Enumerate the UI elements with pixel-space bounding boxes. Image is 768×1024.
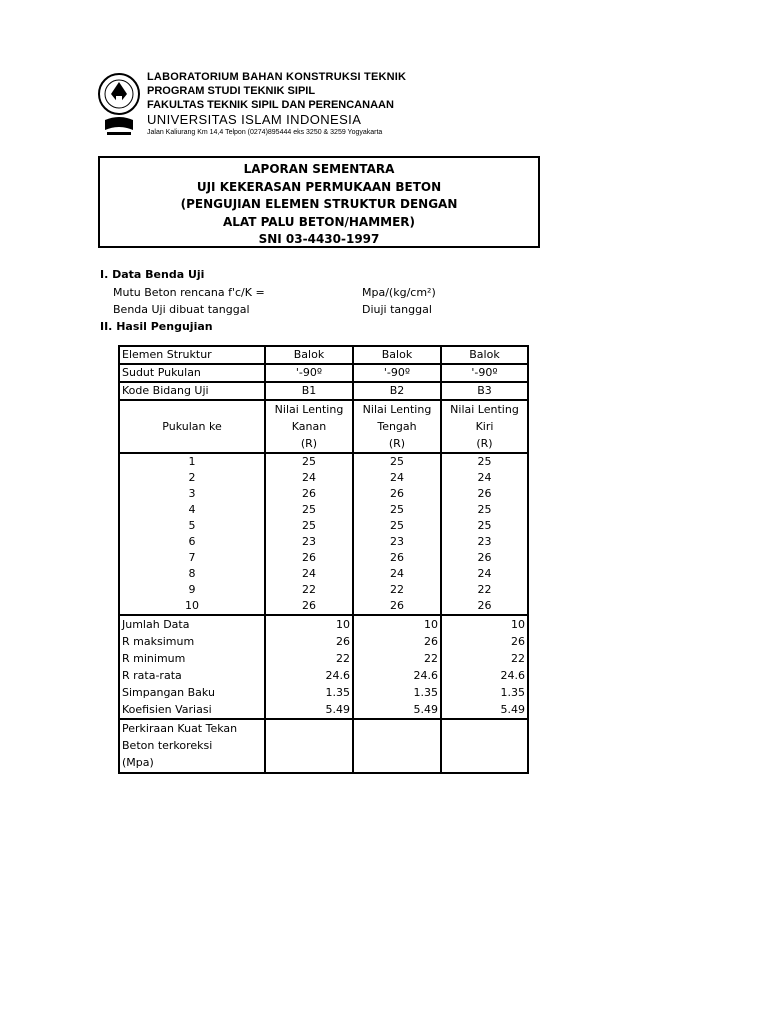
reading-row bbox=[119, 502, 528, 518]
nilai-lenting-header: (R) bbox=[441, 435, 528, 453]
dibuat-tanggal-label: Benda Uji dibuat tanggal bbox=[113, 303, 250, 316]
reading-row bbox=[119, 566, 528, 582]
pukulan-number: 5 bbox=[119, 518, 265, 534]
sudut-pukulan-label: Sudut Pukulan bbox=[119, 364, 265, 382]
sudut-pukulan-value: '-90º bbox=[265, 364, 353, 382]
stat-value: 10 bbox=[353, 615, 441, 633]
stat-value: 5.49 bbox=[441, 701, 528, 719]
nilai-lenting-header: Nilai Lenting bbox=[441, 400, 528, 418]
stat-value: 5.49 bbox=[353, 701, 441, 719]
pukulan-number: 10 bbox=[119, 598, 265, 615]
nilai-header-row bbox=[119, 400, 528, 418]
reading-value: 25 bbox=[353, 502, 441, 518]
stat-label: Koefisien Variasi bbox=[119, 701, 265, 719]
title-line-2: UJI KEKERASAN PERMUKAAN BETON bbox=[196, 179, 442, 194]
reading-value: 25 bbox=[441, 453, 528, 470]
reading-value: 26 bbox=[265, 486, 353, 502]
faculty-name: FAKULTAS TEKNIK SIPIL DAN PERENCANAAN bbox=[147, 99, 394, 111]
institution-block bbox=[147, 70, 406, 138]
reading-value: 22 bbox=[353, 582, 441, 598]
pukulan-number: 2 bbox=[119, 470, 265, 486]
stat-label: R minimum bbox=[119, 650, 265, 667]
kode-bidang-uji-value: B2 bbox=[353, 382, 441, 400]
stat-value: 24.6 bbox=[265, 667, 353, 684]
university-name: UNIVERSITAS ISLAM INDONESIA bbox=[147, 112, 362, 127]
reading-row bbox=[119, 470, 528, 486]
kode-bidang-uji-value: B3 bbox=[441, 382, 528, 400]
program-name: PROGRAM STUDI TEKNIK SIPIL bbox=[147, 85, 316, 97]
pukulan-number: 4 bbox=[119, 502, 265, 518]
perkiraan-value-cell bbox=[441, 719, 528, 773]
stat-value: 26 bbox=[353, 633, 441, 650]
pukulan-number: 6 bbox=[119, 534, 265, 550]
sudut-pukulan-value: '-90º bbox=[353, 364, 441, 382]
reading-value: 23 bbox=[353, 534, 441, 550]
stat-value: 5.49 bbox=[265, 701, 353, 719]
stat-value: 26 bbox=[265, 633, 353, 650]
title-line-3: (PENGUJIAN ELEMEN STRUKTUR DENGAN bbox=[180, 197, 458, 211]
section-1-heading: I. Data Benda Uji bbox=[100, 268, 205, 281]
reading-value: 22 bbox=[265, 582, 353, 598]
stat-value: 26 bbox=[441, 633, 528, 650]
stat-label: Simpangan Baku bbox=[119, 684, 265, 701]
perkiraan-row bbox=[119, 719, 528, 773]
perkiraan-value-cell bbox=[353, 719, 441, 773]
reading-value: 24 bbox=[265, 470, 353, 486]
reading-row bbox=[119, 486, 528, 502]
perkiraan-kuat-tekan-label bbox=[119, 719, 265, 773]
nilai-lenting-header: (R) bbox=[265, 435, 353, 453]
reading-value: 26 bbox=[265, 598, 353, 615]
stat-value: 1.35 bbox=[441, 684, 528, 701]
reading-value: 26 bbox=[353, 550, 441, 566]
pukulan-number: 7 bbox=[119, 550, 265, 566]
pukulan-number: 8 bbox=[119, 566, 265, 582]
kode-bidang-uji-label: Kode Bidang Uji bbox=[119, 382, 265, 400]
stat-value: 1.35 bbox=[353, 684, 441, 701]
stat-row bbox=[119, 701, 528, 719]
reading-value: 26 bbox=[353, 598, 441, 615]
stat-value: 1.35 bbox=[265, 684, 353, 701]
stat-row bbox=[119, 667, 528, 684]
nilai-lenting-header: Tengah bbox=[353, 418, 441, 435]
stat-row bbox=[119, 684, 528, 701]
elemen-struktur-value: Balok bbox=[441, 346, 528, 364]
sudut-pukulan-row bbox=[119, 364, 528, 382]
reading-value: 24 bbox=[441, 470, 528, 486]
title-line-1: LAPORAN SEMENTARA bbox=[243, 162, 395, 176]
perkiraan-line: (Mpa) bbox=[122, 756, 154, 769]
reading-row bbox=[119, 598, 528, 615]
reading-value: 23 bbox=[265, 534, 353, 550]
stat-row bbox=[119, 615, 528, 633]
elemen-struktur-row bbox=[119, 346, 528, 364]
stat-label: R rata-rata bbox=[119, 667, 265, 684]
perkiraan-line: Perkiraan Kuat Tekan bbox=[122, 722, 238, 735]
reading-value: 23 bbox=[441, 534, 528, 550]
perkiraan-value-cell bbox=[265, 719, 353, 773]
nilai-lenting-header: Nilai Lenting bbox=[265, 400, 353, 418]
nilai-lenting-header: (R) bbox=[353, 435, 441, 453]
results-table bbox=[118, 345, 529, 774]
stat-row bbox=[119, 633, 528, 650]
lab-name: LABORATORIUM BAHAN KONSTRUKSI TEKNIK bbox=[147, 71, 407, 83]
reading-value: 25 bbox=[265, 518, 353, 534]
pukulan-number: 3 bbox=[119, 486, 265, 502]
pukulan-number: 9 bbox=[119, 582, 265, 598]
stat-value: 24.6 bbox=[441, 667, 528, 684]
reading-value: 24 bbox=[441, 566, 528, 582]
nilai-lenting-header: Kanan bbox=[265, 418, 353, 435]
mutu-beton-label: Mutu Beton rencana f'c/K = bbox=[113, 286, 265, 299]
mutu-beton-unit: Mpa/(kg/cm²) bbox=[362, 286, 436, 299]
reading-value: 26 bbox=[441, 486, 528, 502]
stat-value: 10 bbox=[441, 615, 528, 633]
diuji-tanggal-label: Diuji tanggal bbox=[362, 303, 432, 316]
reading-value: 24 bbox=[353, 470, 441, 486]
stat-value: 22 bbox=[441, 650, 528, 667]
letterhead bbox=[97, 70, 517, 140]
section-2-heading: II. Hasil Pengujian bbox=[100, 320, 213, 333]
reading-value: 25 bbox=[265, 502, 353, 518]
reading-row bbox=[119, 550, 528, 566]
reading-value: 25 bbox=[353, 453, 441, 470]
address-line: Jalan Kaliurang Km 14,4 Telpon (0274)895444 eks 3250 & 3259 Yogyakarta bbox=[147, 129, 383, 136]
reading-value: 25 bbox=[441, 502, 528, 518]
perkiraan-line: Beton terkoreksi bbox=[122, 739, 213, 752]
stat-row bbox=[119, 650, 528, 667]
reading-value: 24 bbox=[353, 566, 441, 582]
stat-value: 24.6 bbox=[353, 667, 441, 684]
reading-value: 26 bbox=[441, 598, 528, 615]
title-line-4: ALAT PALU BETON/HAMMER) bbox=[222, 214, 416, 229]
reading-value: 26 bbox=[265, 550, 353, 566]
stat-value: 10 bbox=[265, 615, 353, 633]
reading-row bbox=[119, 582, 528, 598]
title-line-5: SNI 03-4430-1997 bbox=[258, 232, 380, 246]
reading-row bbox=[119, 453, 528, 470]
reading-value: 26 bbox=[441, 550, 528, 566]
nilai-lenting-header: Nilai Lenting bbox=[353, 400, 441, 418]
pukulan-ke-label: Pukulan ke bbox=[119, 400, 265, 453]
university-emblem-icon bbox=[97, 70, 142, 136]
nilai-lenting-header: Kiri bbox=[441, 418, 528, 435]
reading-value: 25 bbox=[265, 453, 353, 470]
stat-label: R maksimum bbox=[119, 633, 265, 650]
kode-bidang-uji-row bbox=[119, 382, 528, 400]
reading-value: 25 bbox=[441, 518, 528, 534]
stat-label: Jumlah Data bbox=[119, 615, 265, 633]
pukulan-number: 1 bbox=[119, 453, 265, 470]
stat-value: 22 bbox=[353, 650, 441, 667]
elemen-struktur-label: Elemen Struktur bbox=[119, 346, 265, 364]
reading-row bbox=[119, 518, 528, 534]
reading-value: 26 bbox=[353, 486, 441, 502]
elemen-struktur-value: Balok bbox=[265, 346, 353, 364]
reading-value: 24 bbox=[265, 566, 353, 582]
report-title-box bbox=[98, 156, 540, 248]
reading-value: 25 bbox=[353, 518, 441, 534]
reading-value: 22 bbox=[441, 582, 528, 598]
kode-bidang-uji-value: B1 bbox=[265, 382, 353, 400]
elemen-struktur-value: Balok bbox=[353, 346, 441, 364]
stat-value: 22 bbox=[265, 650, 353, 667]
reading-row bbox=[119, 534, 528, 550]
sudut-pukulan-value: '-90º bbox=[441, 364, 528, 382]
